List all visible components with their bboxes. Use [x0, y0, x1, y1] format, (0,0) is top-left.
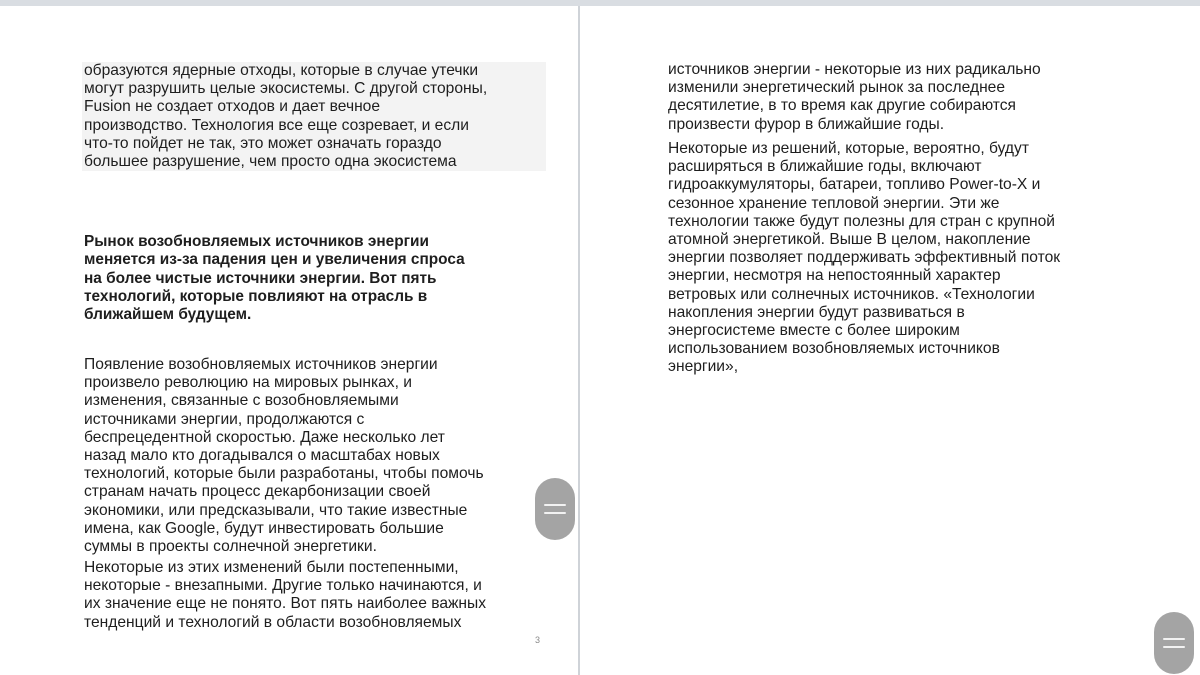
- paragraph-gradual-changes: Некоторые из этих изменений были постепенными, некоторые - внезапными. Другие только начинаются, и их значение еще не понято. Вот пять наиболее важных тенденций и технологий в области возобновляемых: [84, 559, 487, 631]
- document-page-right: [580, 6, 1200, 675]
- scroll-handle-right[interactable]: [1154, 612, 1194, 674]
- document-page-left: [0, 6, 578, 675]
- paragraph-energy-storage: Некоторые из решений, которые, вероятно, будут расширяться в ближайшие годы, включают гидроаккумуляторы, батареи, топливо Power-to-X и сезонное хранение тепловой энергии. Эти же технологии также будут полезны для стран с крупной атомной энергетикой. Выше В целом, накопление энергии позволяет поддерживать эффективный поток энергии, несмотря на непостоянный характер ветровых или солнечных источников. «Технологии накопления энергии будут развиваться в энергосистеме вместе с более широким использованием возобновляемых источников энергии»,: [668, 140, 1061, 376]
- paragraph-renewables-revolution: Появление возобновляемых источников энергии произвело революцию на мировых рынках, и изменения, связанные с возобновляемыми источниками энергии, продолжаются с беспрецедентной скоростью. Даже несколько лет назад мало кто догадывался о масштабах новых технологий, которые были разработаны, чтобы помочь странам начать процесс декарбонизации своей экономики, или предсказывали, что такие известные имена, как Google, будут инвестировать большие суммы в проекты солнечной энергетики.: [84, 356, 484, 556]
- section-heading: Рынок возобновляемых источников энергии меняется из-за падения цен и увеличения спроса на более чистые источники энергии. Вот пять технологий, которые повлияют на отрасль в ближайшем будущем.: [84, 233, 465, 324]
- menu-lines-icon: [1163, 638, 1185, 648]
- page-number: 3: [535, 635, 541, 645]
- paragraph-energy-sources: источников энергии - некоторые из них радикально изменили энергетический рынок за последнее десятилетие, в то время как другие собираются произвести фурор в ближайшие годы.: [668, 61, 1041, 133]
- scroll-handle-left[interactable]: [535, 478, 575, 540]
- paragraph-nuclear-waste: образуются ядерные отходы, которые в случае утечки могут разрушить целые экосистемы. С другой стороны, Fusion не создает отходов и дает вечное производство. Технология все еще созревает, и если что-то пойдет не так, это может означать гораздо большее разрушение, чем просто одна экосистема: [82, 62, 546, 171]
- menu-lines-icon: [544, 504, 566, 514]
